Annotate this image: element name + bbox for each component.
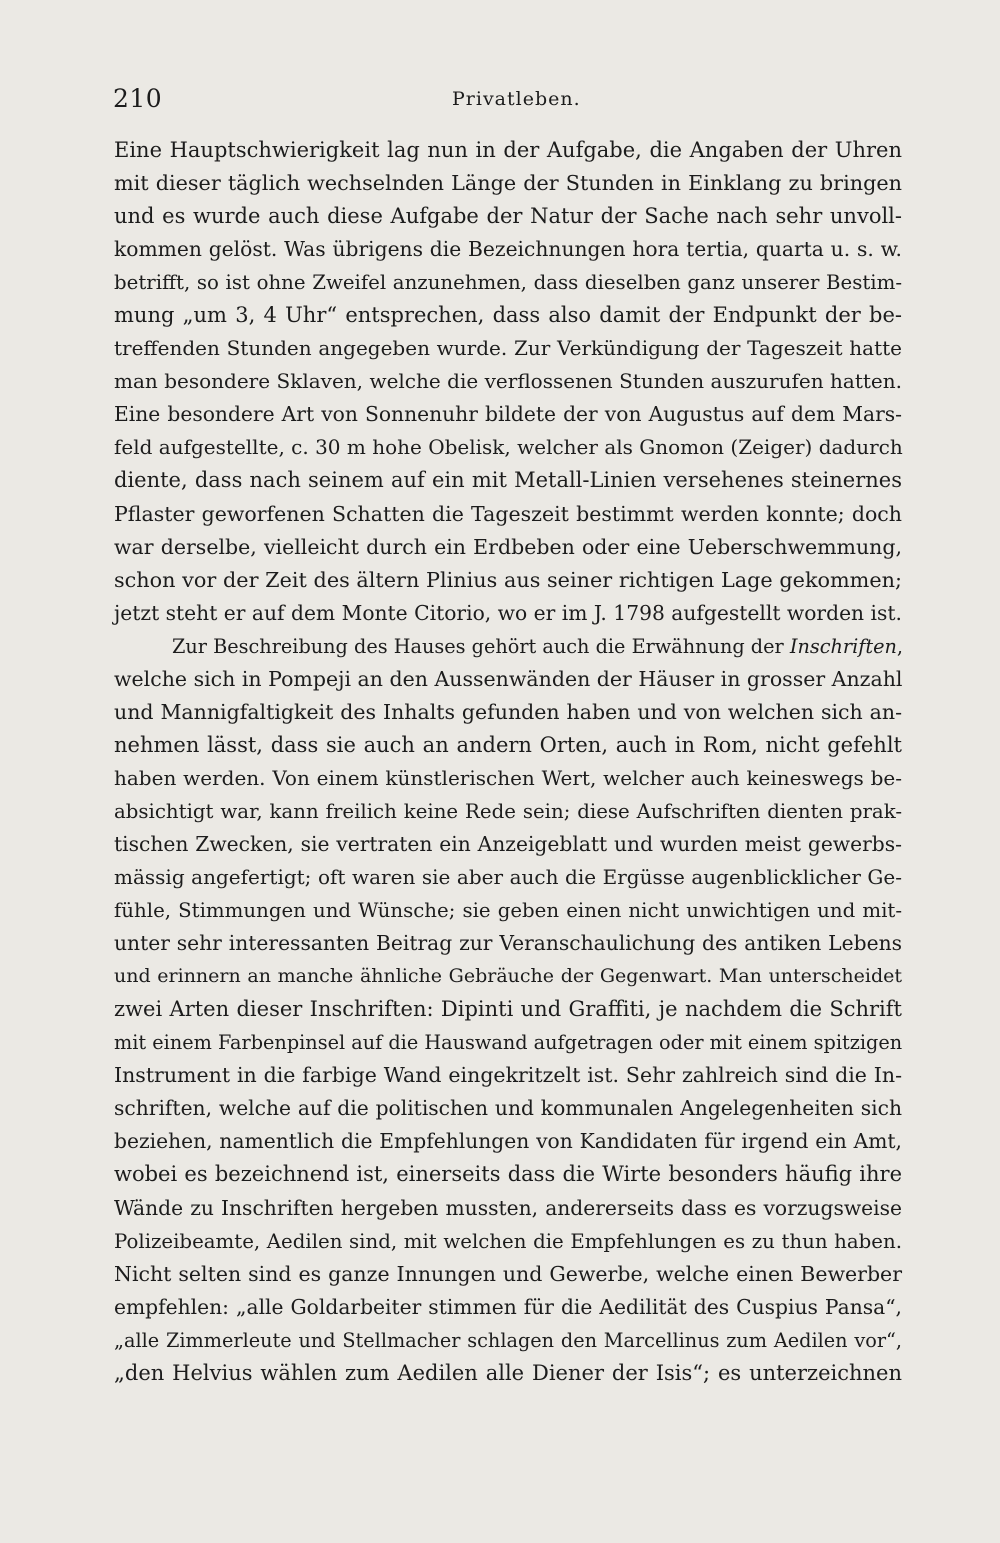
text-line-first: [114, 630, 902, 663]
text-line: zwei Arten dieser Inschriften: Dipinti und Graffiti, je nachdem die Schrift: [114, 997, 902, 1022]
body-text: [114, 134, 902, 1390]
text-line: haben werden. Von einem künstlerischen Wert, welcher auch keineswegs be-: [114, 765, 902, 790]
text-line: und erinnern an manche ähnliche Gebräuche der Gegenwart. Man unterscheidet: [114, 965, 902, 988]
text-run: Zur Beschreibung des Hauses gehört auch die Erwähnung der: [172, 634, 790, 658]
text-line: Eine besondere Art von Sonnenuhr bildete der von Augustus auf dem Mars-: [114, 402, 902, 427]
text-line: empfehlen: „alle Goldarbeiter stimmen für die Aedilität des Cuspius Pansa“,: [114, 1294, 902, 1319]
text-line: absichtigt war, kann freilich keine Rede sein; diese Aufschriften dienten prak-: [114, 799, 902, 823]
text-line: mässig angefertigt; oft waren sie aber auch die Ergüsse augenblicklicher Ge-: [114, 865, 902, 890]
text-line: Wände zu Inschriften hergeben mussten, andererseits dass es vorzugsweise: [114, 1195, 902, 1220]
text-line: man besondere Sklaven, welche die verflossenen Stunden auszurufen hatten.: [114, 369, 902, 394]
text-line: mit dieser täglich wechselnden Länge der Stunden in Einklang zu bringen: [114, 171, 902, 196]
text-line: Eine Hauptschwierigkeit lag nun in der Aufgabe, die Angaben der Uhren: [114, 138, 902, 162]
running-title: Privatleben.: [452, 88, 581, 110]
text-line: Nicht selten sind es ganze Innungen und Gewerbe, welche einen Bewerber: [114, 1261, 902, 1286]
text-line: kommen gelöst. Was übrigens die Bezeichnungen hora tertia, quarta u. s. w.: [114, 237, 902, 262]
text-line: Pflaster geworfenen Schatten die Tageszeit bestimmt werden konnte; doch: [114, 501, 902, 526]
text-line: schriften, welche auf die politischen und kommunalen Angelegenheiten sich: [114, 1096, 902, 1121]
page-number: 210: [113, 84, 163, 113]
emphasis-inschriften: Inschriften: [789, 634, 897, 658]
text-line: welche sich in Pompeji an den Aussenwänden der Häuser in grosser Anzahl: [114, 666, 903, 691]
text-line: mit einem Farbenpinsel auf die Hauswand aufgetragen oder mit einem spitzigen: [114, 1031, 903, 1055]
text-line: und es wurde auch diese Aufgabe der Natur der Sache nach sehr unvoll-: [114, 204, 902, 229]
text-line: war derselbe, vielleicht durch ein Erdbeben oder eine Ueberschwemmung,: [114, 534, 902, 559]
text-line: treffenden Stunden angegeben wurde. Zur Verkündigung der Tageszeit hatte: [114, 336, 902, 361]
text-line: beziehen, namentlich die Empfehlungen von Kandidaten für irgend ein Amt,: [114, 1129, 902, 1154]
text-line: jetzt steht er auf dem Monte Citorio, wo er im J. 1798 aufgestellt worden ist.: [114, 600, 902, 625]
text-line: fühle, Stimmungen und Wünsche; sie geben einen nicht unwichtigen und mit-: [114, 899, 902, 923]
text-line: wobei es bezeichnend ist, einerseits dass die Wirte besonders häufig ihre: [114, 1162, 902, 1187]
text-line: tischen Zwecken, sie vertraten ein Anzeigeblatt und wurden meist gewerbs-: [114, 831, 902, 856]
text-line: Polizeibeamte, Aedilen sind, mit welchen die Empfehlungen es zu thun haben.: [114, 1229, 902, 1253]
text-run: ,: [896, 634, 904, 658]
text-line: „den Helvius wählen zum Aedilen alle Diener der Isis“; es unterzeichnen: [114, 1360, 902, 1385]
text-line: und Mannigfaltigkeit des Inhalts gefunden haben und von welchen sich an-: [114, 699, 902, 724]
text-line: nehmen lässt, dass sie auch an andern Orten, auch in Rom, nicht gefehlt: [114, 732, 902, 757]
text-line: betrifft, so ist ohne Zweifel anzunehmen, dass dieselben ganz unserer Bestim-: [114, 271, 902, 295]
text-line: unter sehr interessanten Beitrag zur Veranschaulichung des antiken Lebens: [114, 931, 902, 956]
text-line: Instrument in die farbige Wand eingekritzelt ist. Sehr zahlreich sind die In-: [114, 1063, 902, 1088]
text-line: „alle Zimmerleute und Stellmacher schlagen den Marcellinus zum Aedilen vor“,: [114, 1328, 902, 1352]
paragraph-1: [114, 134, 902, 630]
text-line: feld aufgestellte, c. 30 m hohe Obelisk, welcher als Gnomon (Zeiger) dadurch: [114, 435, 903, 460]
paragraph-2: [114, 630, 902, 1390]
text-line: mung „um 3, 4 Uhr“ entsprechen, dass also damit der Endpunkt der be-: [114, 303, 902, 328]
text-line: schon vor der Zeit des ältern Plinius aus seiner richtigen Lage gekommen;: [114, 567, 902, 592]
text-line: diente, dass nach seinem auf ein mit Metall-Linien versehenes steinernes: [114, 468, 902, 493]
